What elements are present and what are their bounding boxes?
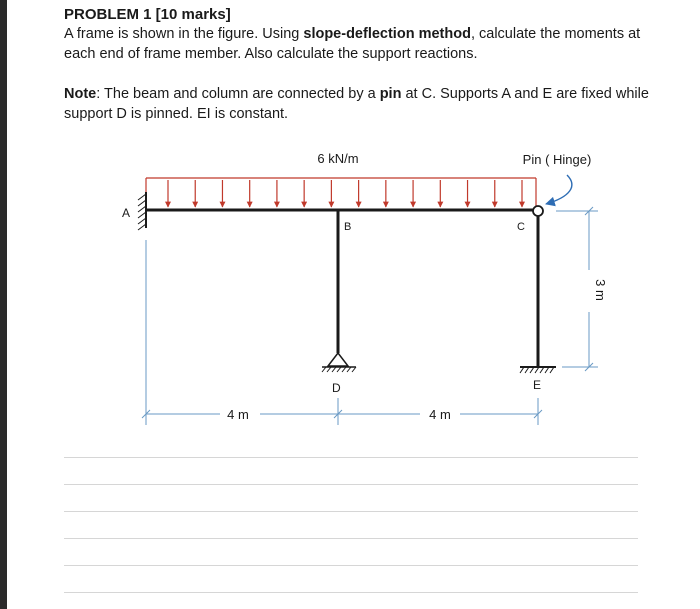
node-b-label: B [344, 221, 352, 233]
answer-line [64, 457, 638, 458]
answer-line [64, 484, 638, 485]
load-label: 6 kN/m [317, 151, 359, 166]
height-ce-label: 3 m [593, 279, 608, 301]
distributed-load [146, 178, 536, 208]
note-text-a: : The beam and column are connected by a [96, 86, 380, 102]
fixed-support-e [520, 367, 556, 373]
pinned-support-d [322, 353, 356, 372]
node-a-label: A [122, 206, 131, 220]
note-label: Note [64, 86, 97, 102]
horizontal-dimension [142, 240, 542, 425]
pin-hinge-label: Pin ( Hinge) [522, 152, 592, 167]
problem-heading: PROBLEM 1 [10 marks] [64, 6, 231, 23]
statement-method: slope-deflection method [303, 26, 471, 42]
statement-text-a: A frame is shown in the figure. Using [64, 26, 304, 42]
load-arrows [168, 180, 522, 207]
fixed-support-a [138, 192, 146, 230]
hinge-c-icon [533, 206, 543, 216]
statement-text-c: , calculate the moments at each end of frame member. Also calculate the support reactions. [64, 26, 641, 62]
span-bc-label: 4 m [429, 407, 451, 422]
node-e-label: E [533, 378, 542, 392]
note-pin: pin [379, 86, 402, 102]
answer-line [64, 592, 638, 593]
node-c-label: C [517, 221, 525, 233]
node-d-label: D [332, 381, 341, 395]
vertical-dimension [556, 207, 598, 371]
note-text-c: at C. Supports A and E are fixed while support D is pinned. EI is constant. [64, 86, 649, 122]
pin-pointer-arrow [546, 175, 572, 204]
answer-line [64, 511, 638, 512]
answer-line [64, 538, 638, 539]
answer-line [64, 565, 638, 566]
span-ab-label: 4 m [227, 407, 249, 422]
